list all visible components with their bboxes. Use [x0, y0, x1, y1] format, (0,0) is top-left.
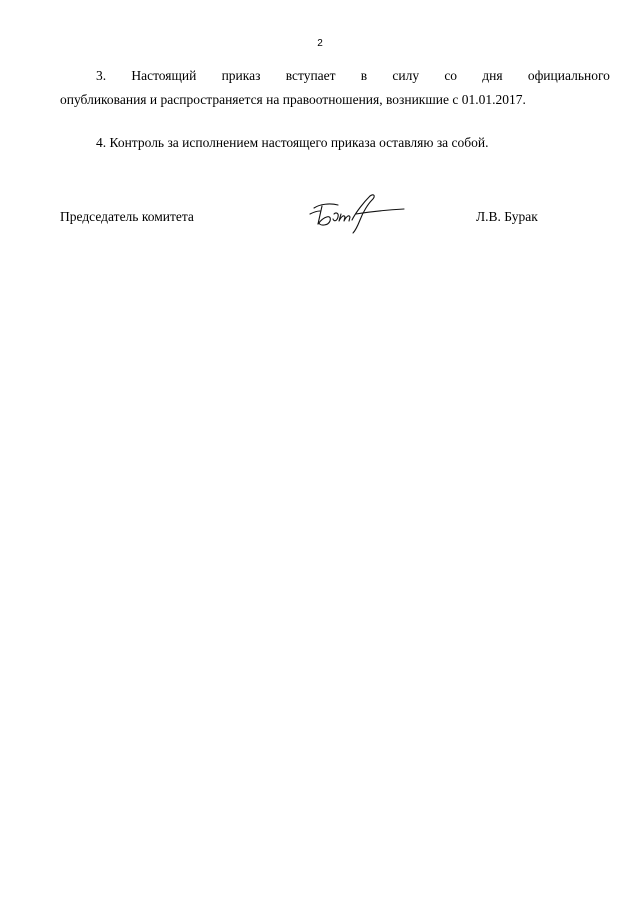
word: в [360, 68, 368, 83]
word: силу [392, 68, 420, 83]
signature-stroke [333, 213, 338, 221]
signature-stroke [339, 214, 350, 221]
signature-stroke [352, 195, 374, 233]
signature-stroke [310, 211, 320, 214]
word: вступает [285, 68, 336, 83]
word: 3. [96, 68, 107, 83]
word: приказ [221, 68, 261, 83]
word: со [444, 68, 458, 83]
signature-stroke [314, 204, 338, 208]
word: официального [527, 68, 610, 83]
signature-image [308, 190, 408, 236]
paragraph-3-line-2: опубликования и распространяется на правоотношения, возникшие с 01.01.2017. [60, 92, 526, 107]
paragraph-3-line-1 [96, 68, 610, 84]
word: Настоящий [131, 68, 197, 83]
word: дня [482, 68, 503, 83]
page-number: 2 [317, 38, 323, 49]
signer-title: Председатель комитета [60, 209, 194, 224]
signer-name: Л.В. Бурак [476, 209, 538, 224]
paragraph-4: 4. Контроль за исполнением настоящего приказа оставляю за собой. [96, 135, 489, 150]
